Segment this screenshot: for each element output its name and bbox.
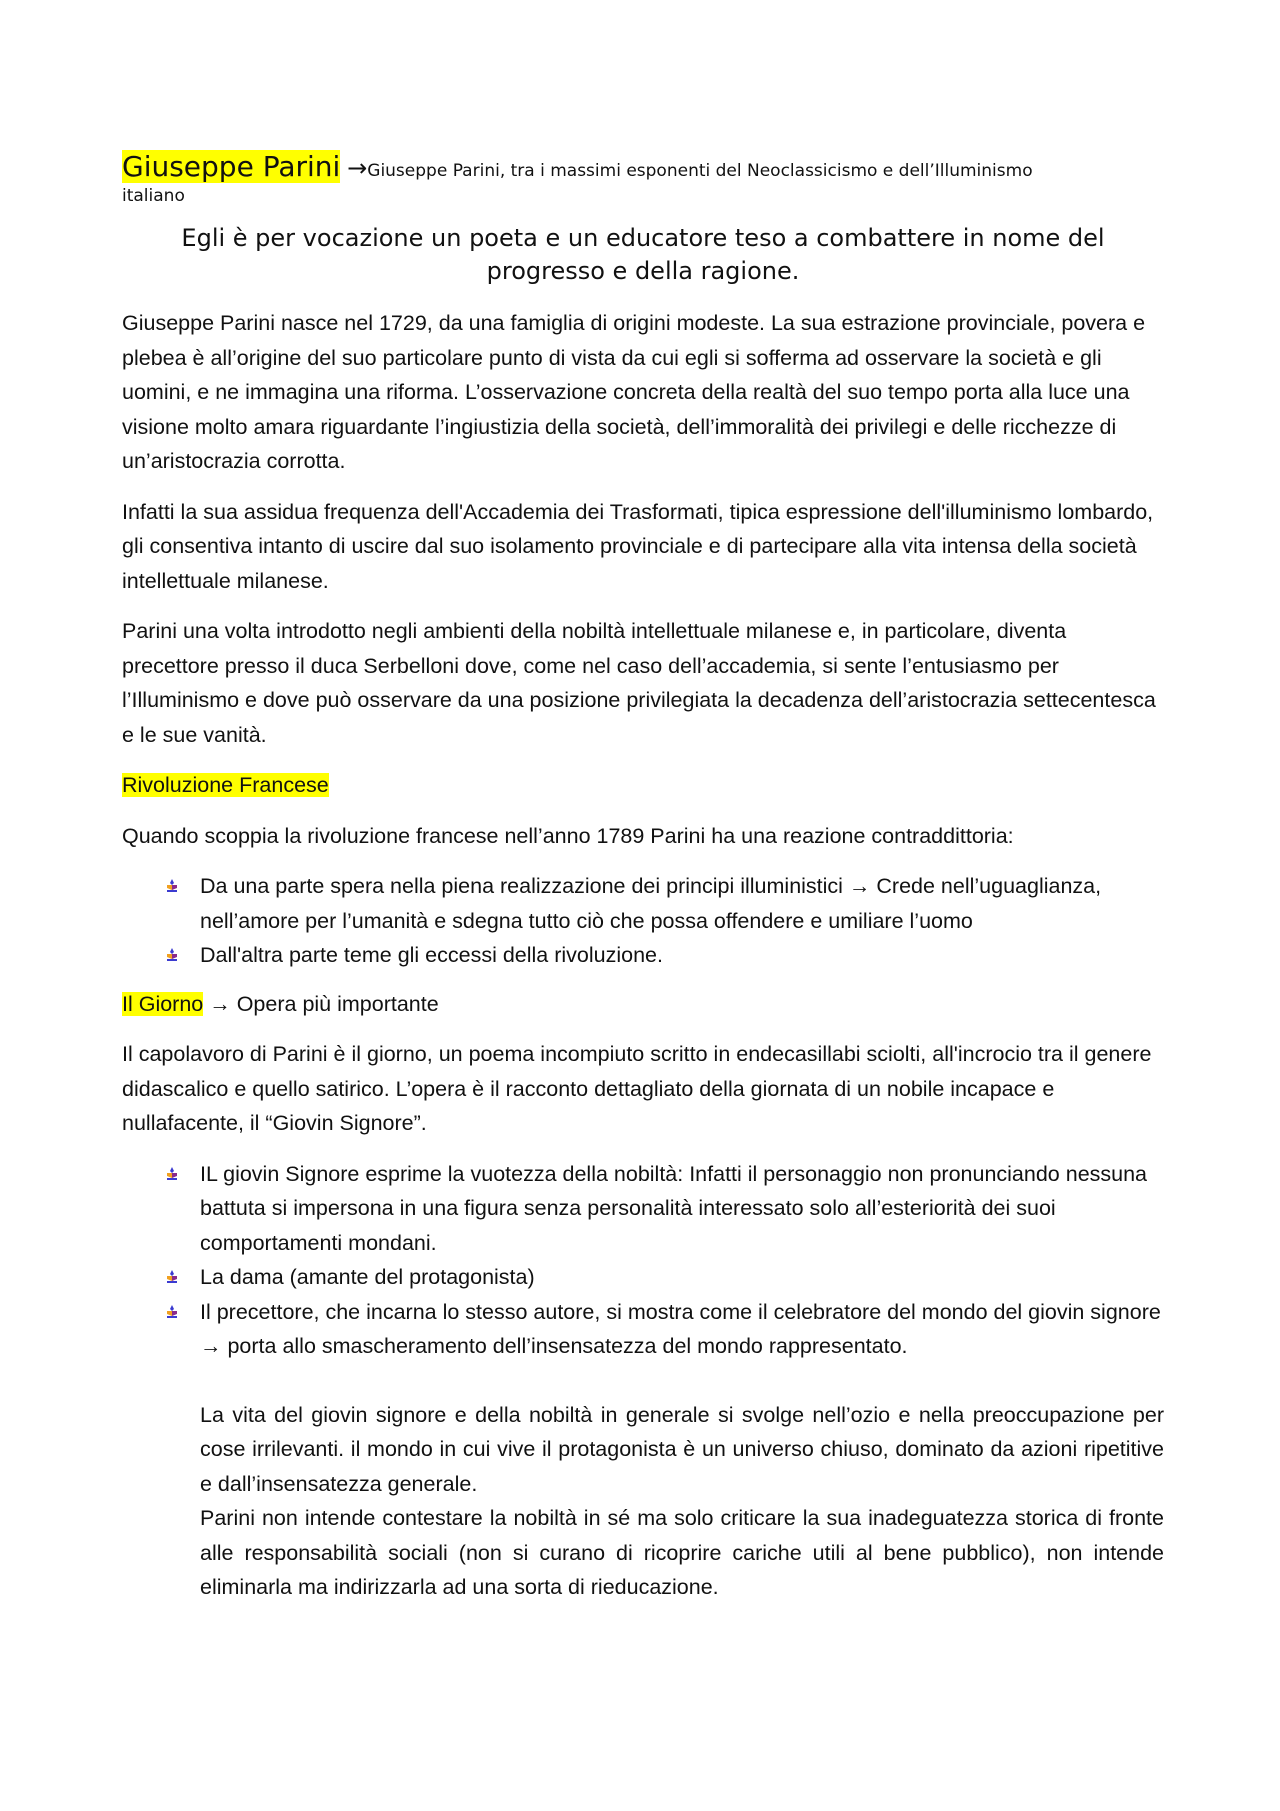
document-title: Giuseppe Parini [122, 150, 341, 183]
section-heading-giorno [122, 987, 1164, 1022]
bullet-icon [166, 1167, 178, 1181]
bullet-icon [166, 879, 178, 893]
list-item [200, 1157, 1164, 1261]
list-item [200, 1295, 1164, 1364]
bullet-text: Il precettore, che incarna lo stesso autore, si mostra come il celebratore del mondo del giovin signore → porta allo smascheramento dell’insensatezza del mondo rappresentato. [200, 1299, 1161, 1358]
giorno-intro: Il capolavoro di Parini è il giorno, un poema incompiuto scritto in endecasillabi sciolti, all'incrocio tra il genere didascalico e quello satirico. L’opera è il racconto dettagliato della giornata di un nobile incapace e nullafacente, il “Giovin Signore”. [122, 1042, 1152, 1135]
list-item [200, 938, 1164, 973]
bullet-icon [166, 948, 178, 962]
right-arrow-icon: → [347, 154, 368, 182]
intro-paragraph-1: Giuseppe Parini nasce nel 1729, da una famiglia di origini modeste. La sua estrazione provinciale, povera e plebea è all’origine del suo particolare punto di vista da cui egli si sofferma ad osservare la società e gli uomini, e ne immagina una riforma. L’osservazione concreta della realtà del suo tempo porta alla luce una visione molto amara riguardante l’ingiustizia della società, dell’immoralità dei privilegi e delle ricchezze di un’aristocrazia corrotta. [122, 311, 1146, 473]
closing-paragraph-1: La vita del giovin signore e della nobiltà in generale si svolge nell’ozio e nella preoccupazione per cose irrilevanti. il mondo in cui vive il protagonista è un universo chiuso, dominato da azioni ripetitive e dall’insensatezza generale. [200, 1402, 1164, 1496]
intro-paragraph-3: Parini una volta introdotto negli ambienti della nobiltà intellettuale milanese e, in particolare, diventa precettore presso il duca Serbelloni dove, come nel caso dell’accademia, si sente l’entusiasmo per l’Illuminismo e dove può osservare da una posizione privilegiata la decadenza dell’aristocrazia settecentesca e le sue vanità. [122, 619, 1156, 747]
giorno-bullet-list [122, 1157, 1164, 1364]
closing-block [122, 1398, 1164, 1605]
closing-paragraph-2: Parini non intende contestare la nobiltà in sé ma solo criticare la sua inadeguatezza storica di fronte alle responsabilità sociali (non si curano di ricoprire cariche utili al bene pubblico), non intende eliminarla ma indirizzarla ad una sorta di rieducazione. [200, 1506, 1164, 1599]
revolution-heading: Rivoluzione Francese [122, 773, 329, 797]
list-item [200, 869, 1164, 938]
subtitle-first-line: Giuseppe Parini, tra i massimi esponenti del Neoclassicismo e dell’Illuminismo [367, 161, 1033, 181]
revolution-bullet-list [122, 869, 1164, 973]
bullet-icon [166, 1305, 178, 1319]
bullet-text: La dama (amante del protagonista) [200, 1265, 535, 1289]
giorno-heading: Il Giorno [122, 991, 204, 1016]
lead-statement: Egli è per vocazione un poeta e un educatore teso a combattere in nome del progresso e della ragione. [181, 224, 1105, 285]
list-item [200, 1260, 1164, 1295]
bullet-text: Da una parte spera nella piena realizzazione dei principi illuministici → Crede nell’uguaglianza, nell’amore per l’umanità e sdegna tutto ciò che possa offendere e umiliare l’uomo [200, 874, 1102, 933]
subtitle-second-line: italiano [122, 186, 185, 206]
document-page [122, 150, 1164, 1605]
giorno-heading-suffix: → Opera più importante [203, 991, 439, 1016]
bullet-text: Dall'altra parte teme gli eccessi della rivoluzione. [200, 943, 663, 967]
section-heading-revolution [122, 768, 1164, 803]
bullet-text: IL giovin Signore esprime la vuotezza della nobiltà: Infatti il personaggio non pronunciando nessuna battuta si impersona in una figura senza personalità interessato solo all’esteriorità dei suoi comportamenti mondani. [200, 1161, 1148, 1255]
revolution-intro: Quando scoppia la rivoluzione francese nell’anno 1789 Parini ha una reazione contraddittoria: [122, 823, 1014, 848]
bullet-icon [166, 1270, 178, 1284]
title-line [122, 150, 1164, 184]
intro-paragraph-2: Infatti la sua assidua frequenza dell'Accademia dei Trasformati, tipica espressione dell'illuminismo lombardo, gli consentiva intanto di uscire dal suo isolamento provinciale e di partecipare alla vita intensa della società intellettuale milanese. [122, 499, 1154, 593]
